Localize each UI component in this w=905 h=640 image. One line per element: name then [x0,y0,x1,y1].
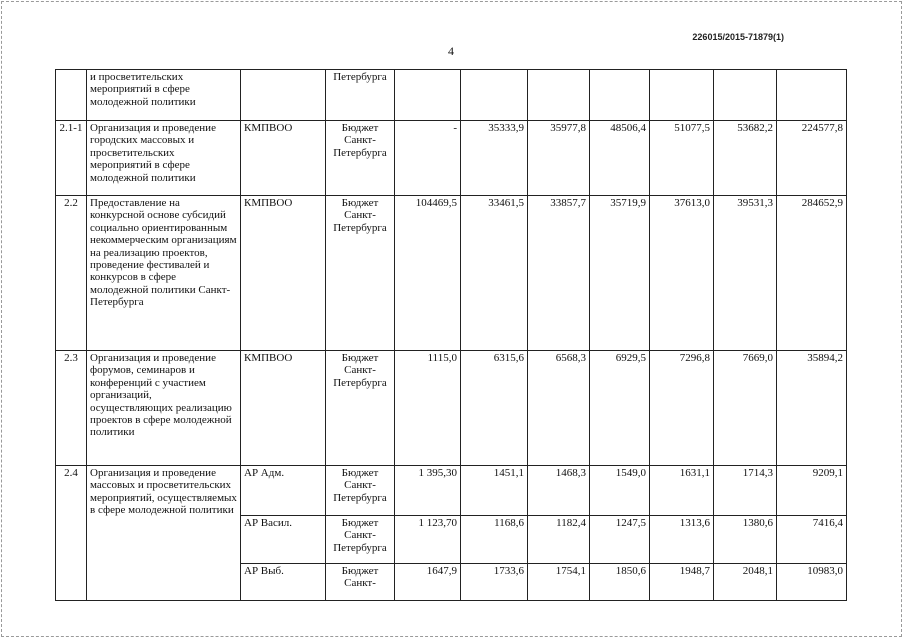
row-description-cell: Предоставление на конкурсной основе субсидий социально ориентированным некоммерческим организациям на реализацию проектов, проведение фестивалей и конкурсов в сфере молодежной политики Санкт-Петербурга [87,196,241,351]
value-cell: 7416,4 [777,516,847,564]
value-cell: 35719,9 [590,196,650,351]
value-cell: 1468,3 [528,466,590,516]
value-cell: 7296,8 [650,351,714,466]
row-id-cell: 2.3 [56,351,87,466]
executor-cell: КМПВОО [241,351,326,466]
value-cell: 7669,0 [714,351,777,466]
value-cell: 35333,9 [461,121,528,196]
value-cell: 6568,3 [528,351,590,466]
value-cell: 1714,3 [714,466,777,516]
value-cell: 33461,5 [461,196,528,351]
funding-source-cell: Бюджет Санкт- [326,564,395,601]
value-cell: 1850,6 [590,564,650,601]
row-description-cell: Организация и проведение массовых и просветительских мероприятий, осуществляемых в сфере молодежной политики [87,466,241,601]
value-cell: 1 123,70 [395,516,461,564]
row-description-cell: Организация и проведение городских массовых и просветительских мероприятий в сфере молодежной политики [87,121,241,196]
row-id-cell: 2.2 [56,196,87,351]
table-row [56,121,847,196]
executor-cell: КМПВОО [241,121,326,196]
funding-source-cell: Бюджет Санкт-Петербурга [326,516,395,564]
budget-table [55,69,847,601]
value-cell [395,70,461,121]
value-cell: - [395,121,461,196]
value-cell: 1631,1 [650,466,714,516]
value-cell: 104469,5 [395,196,461,351]
document-id: 226015/2015-71879(1) [692,32,784,42]
table-body [56,70,847,601]
value-cell [528,70,590,121]
table-row [56,196,847,351]
value-cell: 2048,1 [714,564,777,601]
value-cell: 33857,7 [528,196,590,351]
value-cell [461,70,528,121]
value-cell: 6315,6 [461,351,528,466]
value-cell: 284652,9 [777,196,847,351]
value-cell: 1647,9 [395,564,461,601]
value-cell: 35977,8 [528,121,590,196]
value-cell: 224577,8 [777,121,847,196]
executor-cell: АР Адм. [241,466,326,516]
value-cell: 1313,6 [650,516,714,564]
value-cell: 35894,2 [777,351,847,466]
value-cell: 1115,0 [395,351,461,466]
value-cell: 1733,6 [461,564,528,601]
executor-cell: КМПВОО [241,196,326,351]
executor-cell: АР Выб. [241,564,326,601]
table-row [56,351,847,466]
value-cell: 39531,3 [714,196,777,351]
value-cell: 1549,0 [590,466,650,516]
value-cell [714,70,777,121]
value-cell: 1 395,30 [395,466,461,516]
value-cell: 9209,1 [777,466,847,516]
funding-source-cell: Петербурга [326,70,395,121]
value-cell: 6929,5 [590,351,650,466]
value-cell [590,70,650,121]
table-row [56,466,847,516]
value-cell: 1380,6 [714,516,777,564]
value-cell: 1247,5 [590,516,650,564]
funding-source-cell: Бюджет Санкт-Петербурга [326,196,395,351]
value-cell [777,70,847,121]
row-id-cell [56,70,87,121]
table-row [56,70,847,121]
value-cell: 10983,0 [777,564,847,601]
page-number: 4 [448,44,454,58]
row-description-cell: Организация и проведение форумов, семинаров и конференций с участием организаций, осуществляющих реализацию проектов в сфере молодежной политики [87,351,241,466]
value-cell: 51077,5 [650,121,714,196]
row-id-cell: 2.1-1 [56,121,87,196]
value-cell: 1948,7 [650,564,714,601]
funding-source-cell: Бюджет Санкт-Петербурга [326,466,395,516]
funding-source-cell: Бюджет Санкт-Петербурга [326,351,395,466]
value-cell [650,70,714,121]
executor-cell: АР Васил. [241,516,326,564]
value-cell: 48506,4 [590,121,650,196]
funding-source-cell: Бюджет Санкт-Петербурга [326,121,395,196]
value-cell: 1754,1 [528,564,590,601]
value-cell: 53682,2 [714,121,777,196]
row-id-cell: 2.4 [56,466,87,601]
executor-cell [241,70,326,121]
value-cell: 1182,4 [528,516,590,564]
value-cell: 1451,1 [461,466,528,516]
value-cell: 37613,0 [650,196,714,351]
value-cell: 1168,6 [461,516,528,564]
row-description-cell: и просветительских мероприятий в сфере молодежной политики [87,70,241,121]
